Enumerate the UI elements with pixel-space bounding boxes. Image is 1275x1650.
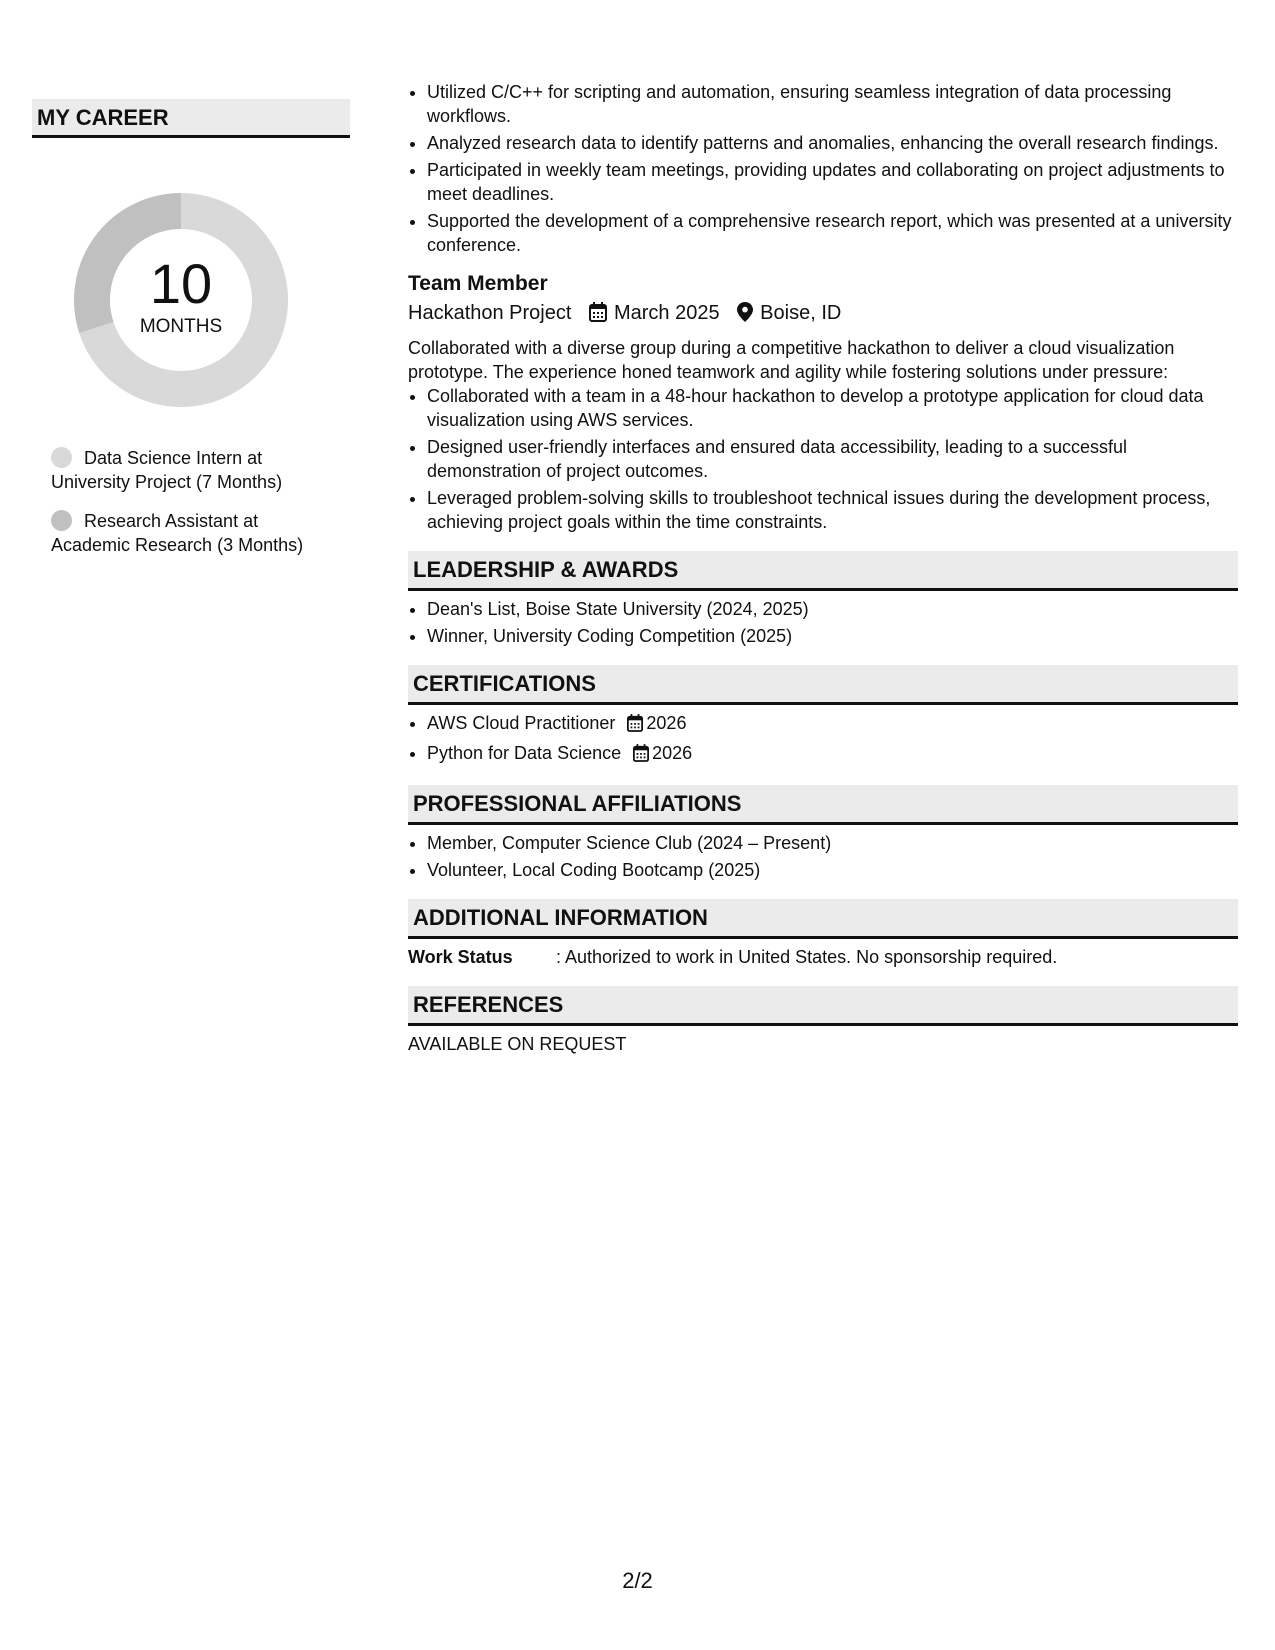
list-item: • Participated in weekly team meetings, providing updates and collaborating on project adjustments to meet deadlines. xyxy=(427,158,1238,206)
list-item: • Designed user-friendly interfaces and ensured data accessibility, leading to a successful demonstration of project outcomes. xyxy=(427,435,1238,483)
certifications-list xyxy=(408,711,1238,768)
previous-job-bullets xyxy=(408,80,1238,257)
donut-center xyxy=(66,252,296,339)
affiliations-section xyxy=(408,785,1238,882)
certification-name: AWS Cloud Practitioner xyxy=(427,713,616,733)
additional-info-section xyxy=(408,899,1238,969)
certification-year: 2026 xyxy=(646,713,687,733)
leadership-list xyxy=(408,597,1238,648)
section-header: LEADERSHIP & AWARDS xyxy=(408,551,1238,591)
references-section xyxy=(408,986,1238,1056)
my-career-header: MY CAREER xyxy=(32,99,350,138)
career-sidebar xyxy=(32,99,350,572)
career-legend xyxy=(51,446,341,557)
list-item: • Supported the development of a comprehensive research report, which was presented at a university conference. xyxy=(427,209,1238,257)
legend-label: Research Assistant at Academic Research (3 Months) xyxy=(51,511,304,555)
section-header: ADDITIONAL INFORMATION xyxy=(408,899,1238,939)
list-item: • Leveraged problem-solving skills to troubleshoot technical issues during the development process, achieving project goals within the time constraints. xyxy=(427,486,1238,534)
section-header: REFERENCES xyxy=(408,986,1238,1026)
list-item: • Collaborated with a team in a 48-hour hackathon to develop a prototype application for cloud data visualization using AWS services. xyxy=(427,384,1238,432)
certification-name: Python for Data Science xyxy=(427,743,622,763)
legend-item xyxy=(51,446,341,494)
main-content xyxy=(408,80,1238,1056)
job-description: Collaborated with a diverse group during a competitive hackathon to deliver a cloud visualization prototype. The experience honed teamwork and agility while fostering solutions under pressure: xyxy=(408,338,1175,382)
work-status-row xyxy=(408,945,1238,969)
list-item: • Member, Computer Science Club (2024 – Present) xyxy=(427,831,1238,855)
legend-dot-0 xyxy=(51,447,72,468)
list-item: • Winner, University Coding Competition (2025) xyxy=(427,624,1238,648)
list-item xyxy=(427,741,1238,768)
legend-label: Data Science Intern at University Project (7 Months) xyxy=(51,448,283,492)
section-header: CERTIFICATIONS xyxy=(408,665,1238,705)
calendar-icon xyxy=(627,714,643,738)
list-item xyxy=(427,711,1238,738)
work-status-value: : Authorized to work in United States. No sponsorship required. xyxy=(556,947,1058,967)
list-item: • Analyzed research data to identify patterns and anomalies, enhancing the overall research findings. xyxy=(427,131,1238,155)
list-item: • Dean's List, Boise State University (2024, 2025) xyxy=(427,597,1238,621)
certification-year: 2026 xyxy=(652,743,693,763)
job-meta xyxy=(408,299,1238,330)
section-header: PROFESSIONAL AFFILIATIONS xyxy=(408,785,1238,825)
list-item: • Volunteer, Local Coding Bootcamp (2025) xyxy=(427,858,1238,882)
list-item: • Utilized C/C++ for scripting and automation, ensuring seamless integration of data processing workflows. xyxy=(427,80,1238,128)
calendar-icon xyxy=(589,302,607,330)
total-months-number: 10 xyxy=(149,252,213,315)
references-text: AVAILABLE ON REQUEST xyxy=(408,1034,627,1054)
leadership-section xyxy=(408,551,1238,648)
job-organization: Hackathon Project xyxy=(408,302,572,324)
legend-dot-1 xyxy=(51,510,72,531)
page-number: 2/2 xyxy=(622,1568,653,1593)
job-title: Team Member xyxy=(408,272,548,295)
location-pin-icon xyxy=(737,302,753,330)
job-bullets xyxy=(408,384,1238,534)
job-date: March 2025 xyxy=(613,302,720,324)
certifications-section xyxy=(408,665,1238,768)
calendar-icon xyxy=(633,744,649,768)
total-months-unit: MONTHS xyxy=(139,316,223,337)
career-donut-chart xyxy=(66,185,296,415)
job-location: Boise, ID xyxy=(760,302,842,324)
work-status-label: Work Status xyxy=(408,947,513,967)
affiliations-list xyxy=(408,831,1238,882)
legend-item xyxy=(51,509,341,557)
